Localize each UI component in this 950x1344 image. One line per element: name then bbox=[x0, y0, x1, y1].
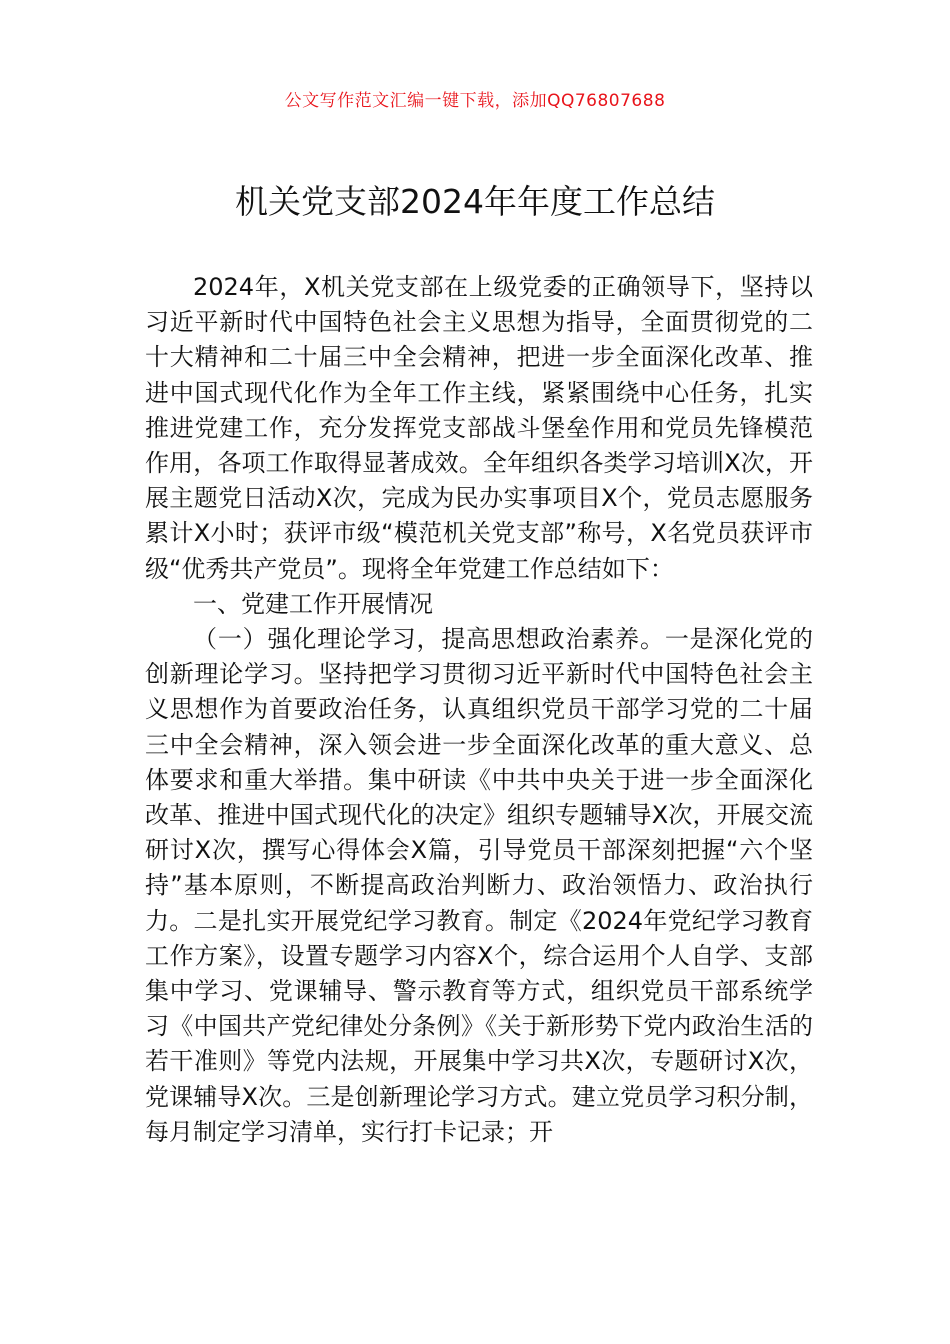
intro-paragraph: 2024年，X机关党支部在上级党委的正确领导下，坚持以习近平新时代中国特色社会主义思想为指导，全面贯彻党的二十大精神和二十届三中全会精神，把进一步全面深化改革、推进中国式现代化作为全年工作主线，紧紧围绕中心任务，扎实推进党建工作，充分发挥党支部战斗堡垒作用和党员先锋模范作用，各项工作取得显著成效。全年组织各类学习培训X次，开展主题党日活动X次，完成为民办实事项目X个，党员志愿服务累计X小时；获评市级“模范机关党支部”称号，X名党员获评市级“优秀共产党员”。现将全年党建工作总结如下： bbox=[145, 273, 813, 583]
document-body bbox=[145, 270, 813, 1150]
section-paragraph: （一）强化理论学习，提高思想政治素养。一是深化党的创新理论学习。坚持把学习贯彻习近平新时代中国特色社会主义思想作为首要政治任务，认真组织党员干部学习党的二十届三中全会精神，深入领会进一步全面深化改革的重大意义、总体要求和重大举措。集中研读《中共中央关于进一步全面深化改革、推进中国式现代化的决定》组织专题辅导X次，开展交流研讨X次，撰写心得体会X篇，引导党员干部深刻把握“六个坚持”基本原则，不断提高政治判断力、政治领悟力、政治执行力。二是扎实开展党纪学习教育。制定《2024年党纪学习教育工作方案》，设置专题学习内容X个，综合运用个人自学、支部集中学习、党课辅导、警示教育等方式，组织党员干部系统学习《中国共产党纪律处分条例》《关于新形势下党内政治生活的若干准则》等党内法规，开展集中学习共X次，专题研讨X次，党课辅导X次。三是创新理论学习方式。建立党员学习积分制，每月制定学习清单，实行打卡记录；开 bbox=[145, 625, 813, 1146]
document-title: 机关党支部2024年年度工作总结 bbox=[235, 182, 715, 221]
download-promo-note: 公文写作范文汇编一键下载，添加QQ76807688 bbox=[284, 91, 666, 111]
section-heading: 一、党建工作开展情况 bbox=[193, 589, 433, 618]
